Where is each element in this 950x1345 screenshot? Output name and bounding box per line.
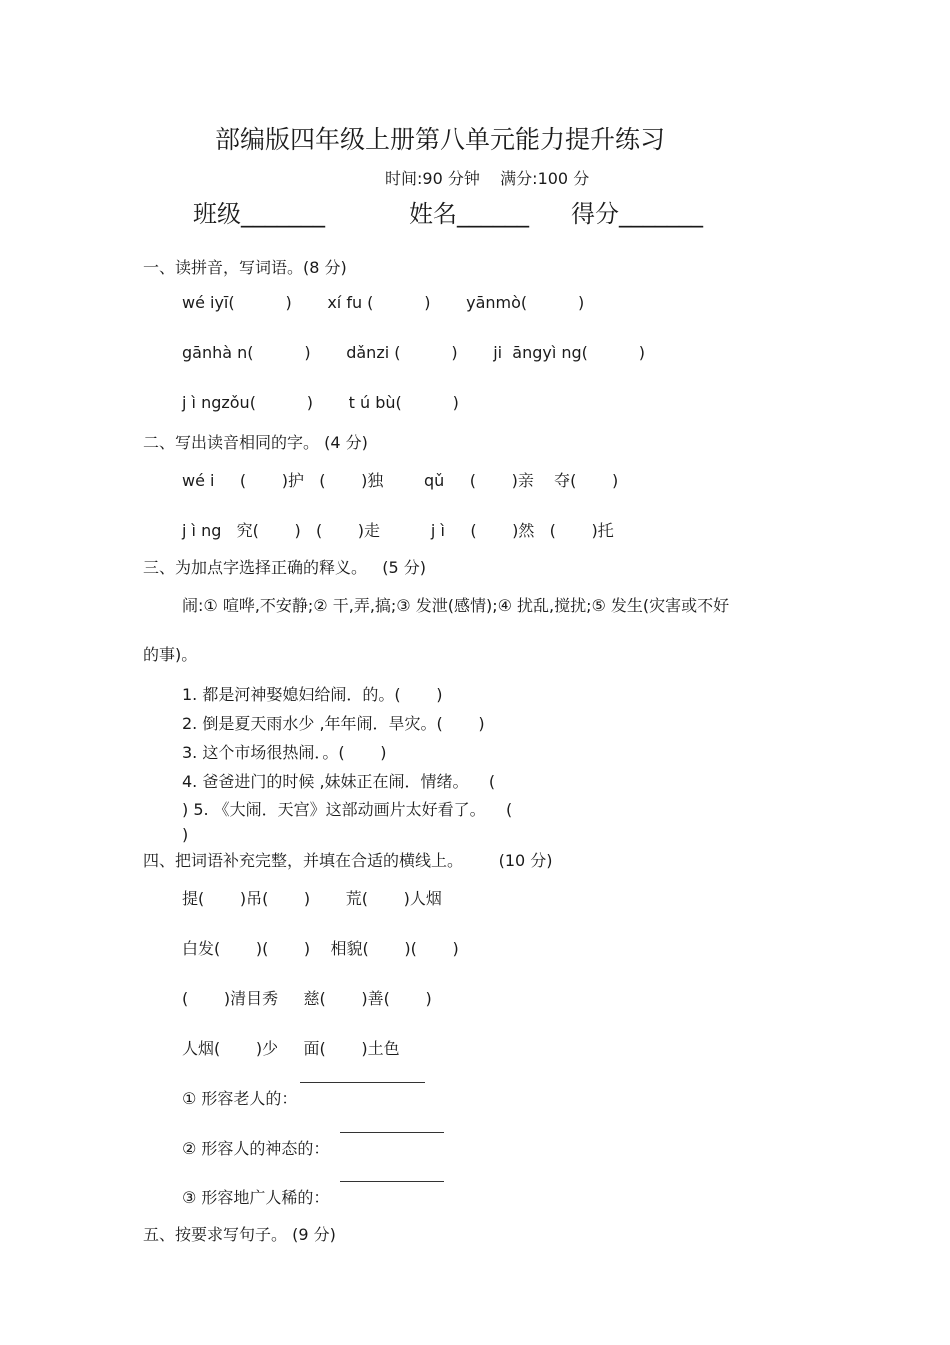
definition-line: 的事)。 bbox=[143, 645, 198, 664]
definition-line: 闹:① 喧哗,不安静;② 干,弄,搞;③ 发泄(感情);④ 扰乱,搅扰;⑤ 发生(灾害或不好 bbox=[182, 596, 730, 615]
section-1-heading: 一、读拼音，写词语。(8 分) bbox=[143, 258, 347, 277]
score-field: 得分_______ bbox=[571, 200, 703, 228]
section-3-heading: 三、为加点字选择正确的释义。 (5 分) bbox=[143, 558, 427, 577]
blank-prompt: ② 形容人的神态的： bbox=[182, 1139, 330, 1158]
idiom-row: ( )清目秀 慈( )善( ) bbox=[182, 989, 432, 1008]
pinyin-row: wé iyī( ) xí fu ( ) yānmò( ) bbox=[182, 293, 585, 312]
class-field: 班级_______ bbox=[193, 200, 325, 228]
section-4-heading: 四、把词语补充完整，并填在合适的横线上。 (10 分) bbox=[143, 851, 553, 870]
question-item: 3. 这个市场很热闹．。( ) bbox=[182, 743, 387, 762]
name-field: 姓名______ bbox=[409, 200, 529, 228]
blank-prompt: ① 形容老人的： bbox=[182, 1089, 298, 1108]
answer-line[interactable] bbox=[300, 1082, 425, 1083]
question-item: 2. 倒是夏天雨水少 ,年年闹．旱灾。( ) bbox=[182, 714, 485, 733]
idiom-row: 人烟( )少 面( )土色 bbox=[182, 1039, 400, 1058]
pinyin-row: gānhà n( ) dǎnzi ( ) ji āngyì ng( ) bbox=[182, 343, 645, 362]
section-2-heading: 二、写出读音相同的字。 (4 分) bbox=[143, 433, 368, 452]
section-5-heading: 五、按要求写句子。 (9 分) bbox=[143, 1225, 336, 1244]
question-item: 4. 爸爸进门的时候 ,妹妹正在闹．情绪。 ( bbox=[182, 772, 496, 791]
time-score-line: 时间:90 分钟 满分:100 分 bbox=[385, 169, 590, 188]
idiom-row: 提( )吊( ) 荒( )人烟 bbox=[182, 889, 442, 908]
question-item: ) 5. 《大闹．天宫》这部动画片太好看了。 ( bbox=[182, 800, 513, 819]
homophone-row: wé i ( )护 ( )独 qǔ ( )亲 夺( ) bbox=[182, 471, 619, 490]
page-title: 部编版四年级上册第八单元能力提升练习 bbox=[215, 125, 666, 154]
blank-prompt: ③ 形容地广人稀的： bbox=[182, 1188, 330, 1207]
question-item: 1. 都是河神娶媳妇给闹．的。( ) bbox=[182, 685, 443, 704]
answer-line[interactable] bbox=[340, 1132, 444, 1133]
answer-line[interactable] bbox=[340, 1181, 444, 1182]
homophone-row: j ì ng 究( ) ( )走 j ì ( )然 ( )托 bbox=[182, 521, 614, 540]
question-item: ) bbox=[182, 825, 189, 844]
pinyin-row: j ì ngzǒu( ) t ú bù( ) bbox=[182, 393, 459, 412]
idiom-row: 白发( )( ) 相貌( )( ) bbox=[182, 939, 459, 958]
